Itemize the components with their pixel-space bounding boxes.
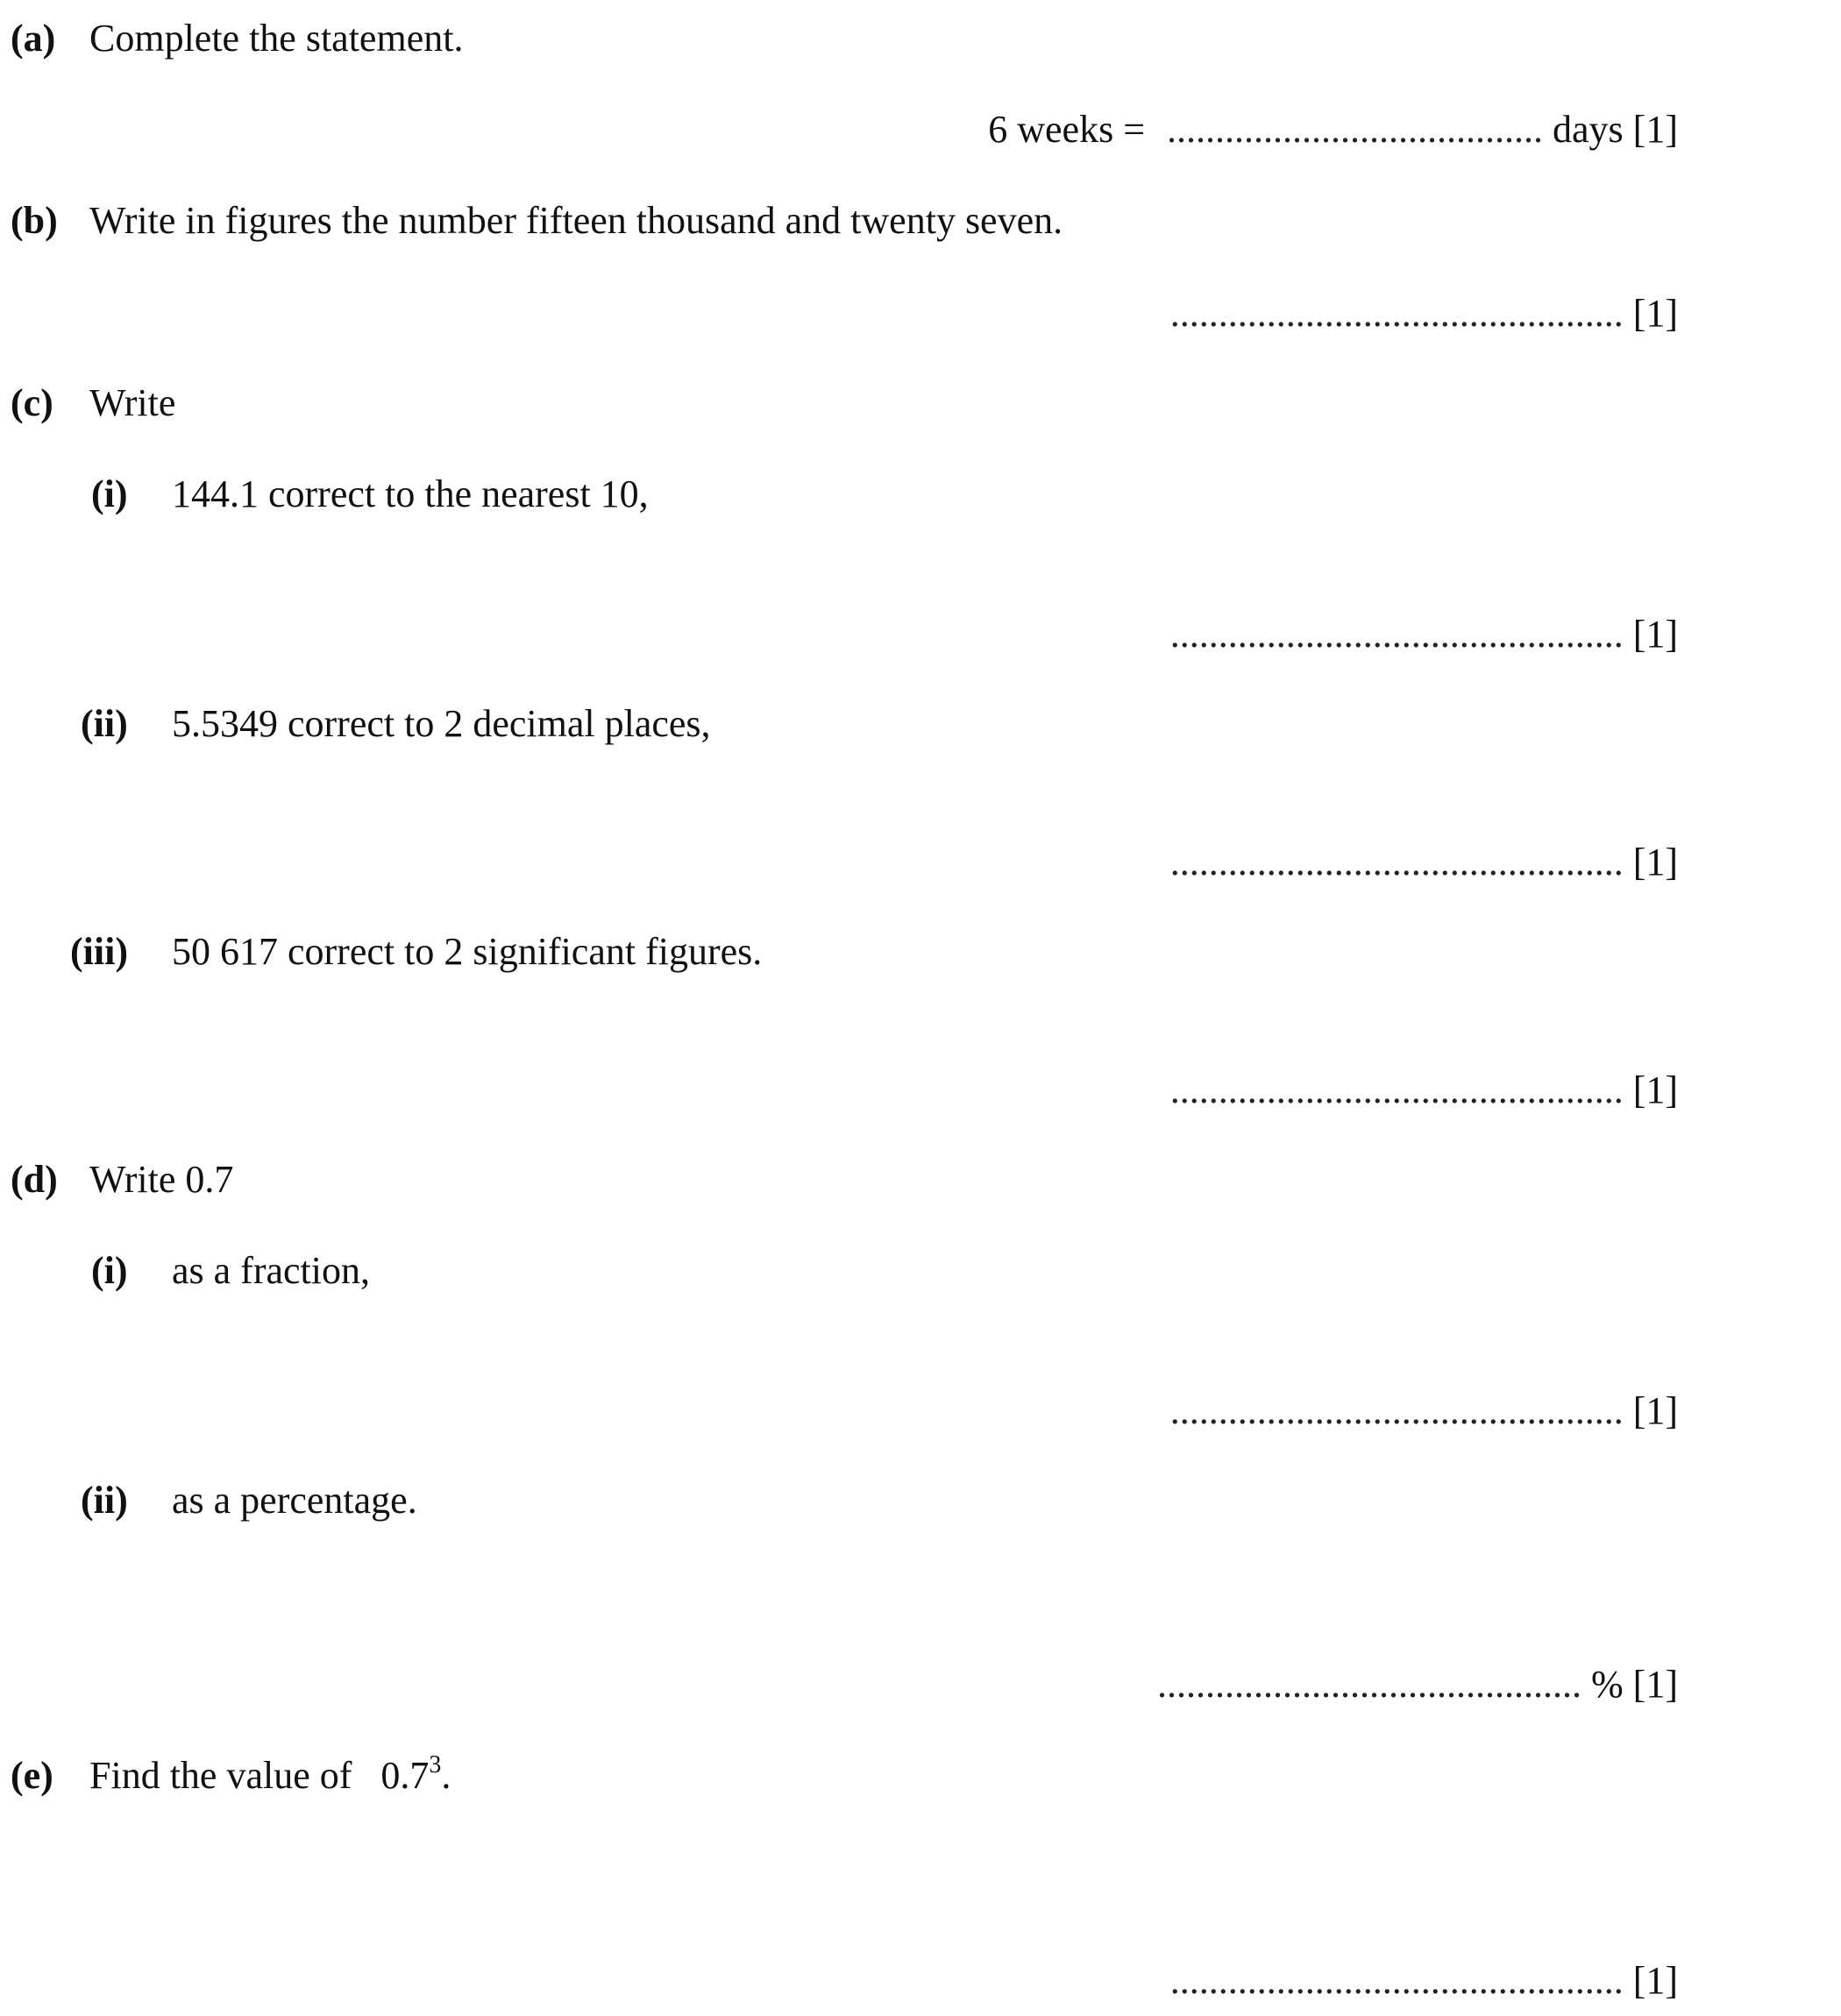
answer-line-b: [1169, 292, 1678, 335]
marks-d-i: [1]: [1632, 1389, 1678, 1432]
answer-dots-c-i[interactable]: ...............................................: [1169, 613, 1624, 656]
question-e-end: .: [441, 1754, 451, 1797]
answer-line-a: [988, 110, 1678, 149]
question-d-i-label: (i): [91, 1249, 128, 1292]
answer-line-c-i: [1170, 615, 1678, 654]
answer-suffix-d-ii: % [1]: [1591, 1663, 1678, 1706]
question-b: [11, 199, 1326, 245]
question-c-text: Write: [89, 381, 176, 424]
question-d-ii: [0, 1481, 877, 1525]
question-c-iii-text: 50 617 correct to 2 significant figures.: [172, 930, 763, 973]
answer-line-d-ii: [1157, 1665, 1678, 1704]
answer-dots-e[interactable]: ...............................................: [1169, 1959, 1624, 2002]
question-c-iii-label: (iii): [70, 930, 128, 973]
question-b-text: Write in figures the number fifteen thousand and twenty seven.: [89, 199, 1063, 242]
answer-line-e: [1169, 1959, 1678, 2002]
answer-line-d-i: [1169, 1389, 1678, 1432]
question-a: [11, 19, 1238, 63]
marks-c-ii: [1]: [1632, 841, 1678, 884]
answer-dots-b[interactable]: ...............................................: [1169, 292, 1624, 335]
question-e-exponent: 3: [429, 1751, 442, 1778]
answer-line-c-iii: [1169, 1068, 1678, 1111]
question-e-label: (e): [11, 1754, 53, 1797]
question-c-i-label: (i): [91, 472, 128, 515]
question-a-text: Complete the statement.: [89, 17, 464, 60]
answer-dots-d-i[interactable]: ...............................................: [1169, 1389, 1624, 1432]
question-d-ii-label: (ii): [81, 1479, 128, 1522]
question-b-label: (b): [11, 199, 58, 242]
question-d-text: Write 0.7: [89, 1158, 234, 1201]
question-e-text-wrap: [89, 1751, 451, 1797]
answer-suffix-a: days [1]: [1553, 108, 1678, 151]
question-c-iii: [0, 930, 1052, 976]
statement-prefix: 6 weeks =: [988, 108, 1146, 151]
question-d-i: [0, 1249, 877, 1295]
question-e: [11, 1751, 887, 1806]
answer-line-c-ii: [1170, 843, 1678, 882]
marks-c-iii: [1]: [1632, 1068, 1678, 1111]
marks-e: [1]: [1632, 1959, 1678, 2002]
question-c-ii-label: (ii): [81, 702, 128, 745]
question-a-label: (a): [11, 17, 56, 60]
question-c-label: (c): [11, 381, 53, 424]
question-c-ii: [0, 702, 1052, 749]
question-c-ii-text: 5.5349 correct to 2 decimal places,: [172, 702, 711, 745]
marks-b: [1]: [1632, 292, 1678, 335]
question-d: [11, 1158, 537, 1204]
answer-dots-c-iii[interactable]: ...............................................: [1169, 1068, 1624, 1111]
question-c: [11, 381, 537, 428]
question-e-text: Find the value of 0.7: [89, 1754, 430, 1797]
answer-dots-a[interactable]: .......................................: [1167, 108, 1544, 151]
question-c-i-text: 144.1 correct to the nearest 10,: [172, 472, 649, 515]
question-c-i: [0, 472, 1052, 519]
marks-c-i: [1]: [1632, 613, 1678, 656]
answer-dots-c-ii[interactable]: ...............................................: [1169, 841, 1624, 884]
question-d-i-text: as a fraction,: [172, 1249, 370, 1292]
question-d-label: (d): [11, 1158, 58, 1201]
answer-dots-d-ii[interactable]: ............................................: [1157, 1663, 1582, 1706]
question-d-ii-text: as a percentage.: [172, 1479, 417, 1522]
